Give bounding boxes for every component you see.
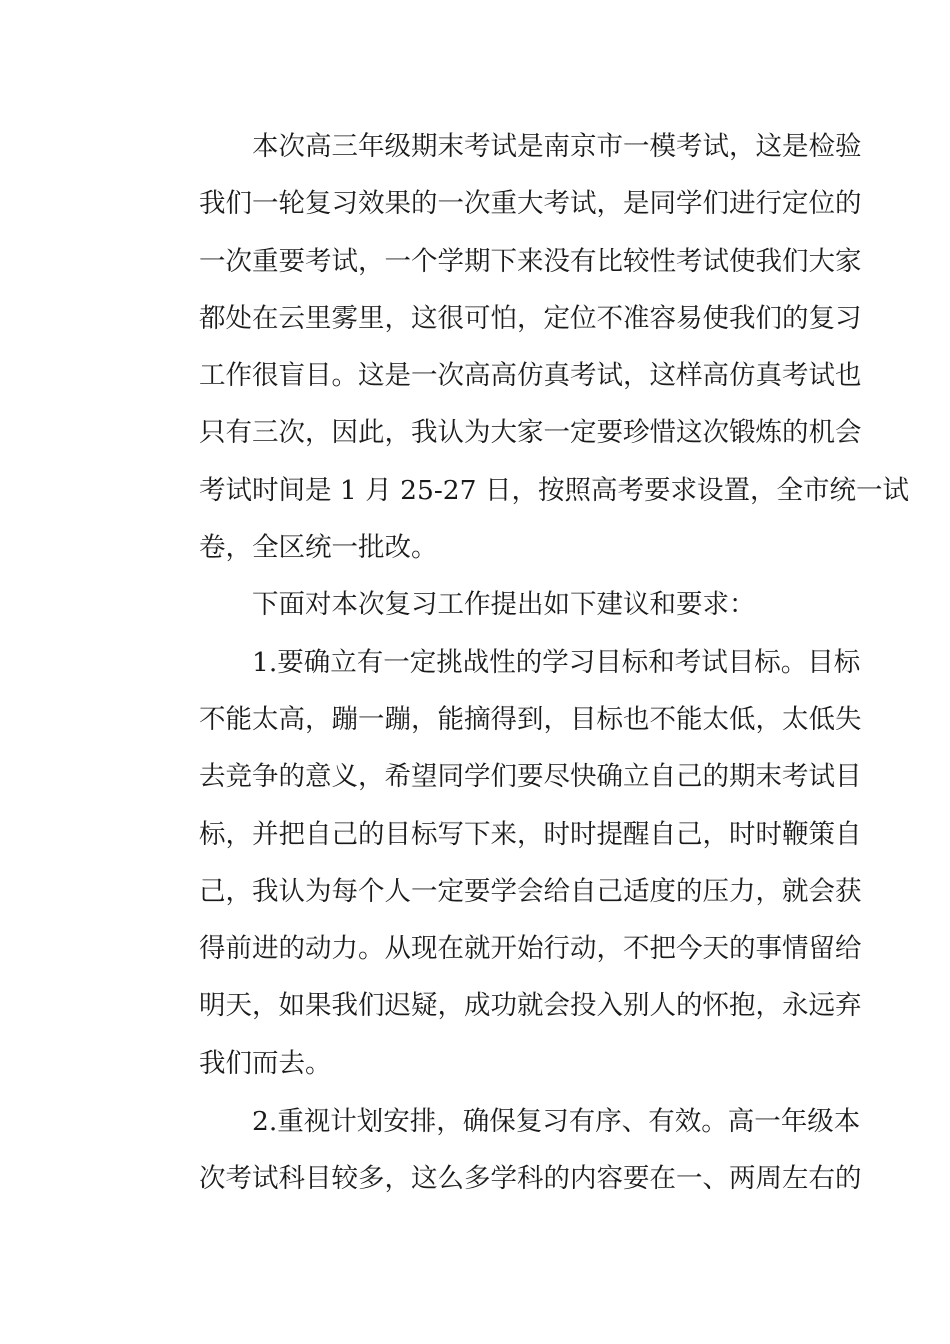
- text-line: 次考试科目较多，这么多学科的内容要在一、两周左右的: [199, 1163, 862, 1195]
- text-line: 明天，如果我们迟疑，成功就会投入别人的怀抱，永远弃: [199, 990, 862, 1022]
- text-line: 卷，全区统一批改。: [199, 532, 438, 564]
- text-line: 只有三次，因此，我认为大家一定要珍惜这次锻炼的机会: [199, 417, 862, 449]
- text-line: 本次高三年级期末考试是南京市一模考试，这是检验: [252, 131, 862, 162]
- text-line: 标，并把自己的目标写下来，时时提醒自己，时时鞭策自: [199, 818, 862, 850]
- text-line: 都处在云里雾里，这很可怕，定位不准容易使我们的复习: [199, 302, 862, 334]
- paragraph-intro: [146, 118, 909, 576]
- text-line: 2.重视计划安排，确保复习有序、有效。高一年级本: [252, 1106, 861, 1138]
- text-line: 下面对本次复习工作提出如下建议和要求：: [252, 589, 756, 621]
- paragraph-point-2: [146, 1093, 862, 1208]
- text-line: 我们而去。: [199, 1047, 332, 1079]
- text-line: 1.要确立有一定挑战性的学习目标和考试目标。目标: [252, 646, 861, 678]
- paragraph-point-1: [146, 634, 862, 1092]
- text-line: 一次重要考试，一个学期下来没有比较性考试使我们大家: [199, 245, 862, 277]
- text-line: 考试时间是 1 月 25-27 日，按照高考要求设置，全市统一试: [199, 474, 909, 506]
- text-line: 去竞争的意义，希望同学们要尽快确立自己的期末考试目: [199, 761, 862, 793]
- text-line: 工作很盲目。这是一次高高仿真考试，这样高仿真考试也: [199, 360, 862, 392]
- text-line: 得前进的动力。从现在就开始行动，不把今天的事情留给: [199, 933, 862, 965]
- text-line: 不能太高，蹦一蹦，能摘得到，目标也不能太低，太低失: [199, 703, 862, 735]
- text-line: 己，我认为每个人一定要学会给自己适度的压力，就会获: [199, 875, 862, 907]
- document-body: [146, 118, 909, 1208]
- paragraph-suggestions-lead: [146, 576, 806, 633]
- text-line: 我们一轮复习效果的一次重大考试，是同学们进行定位的: [199, 188, 862, 220]
